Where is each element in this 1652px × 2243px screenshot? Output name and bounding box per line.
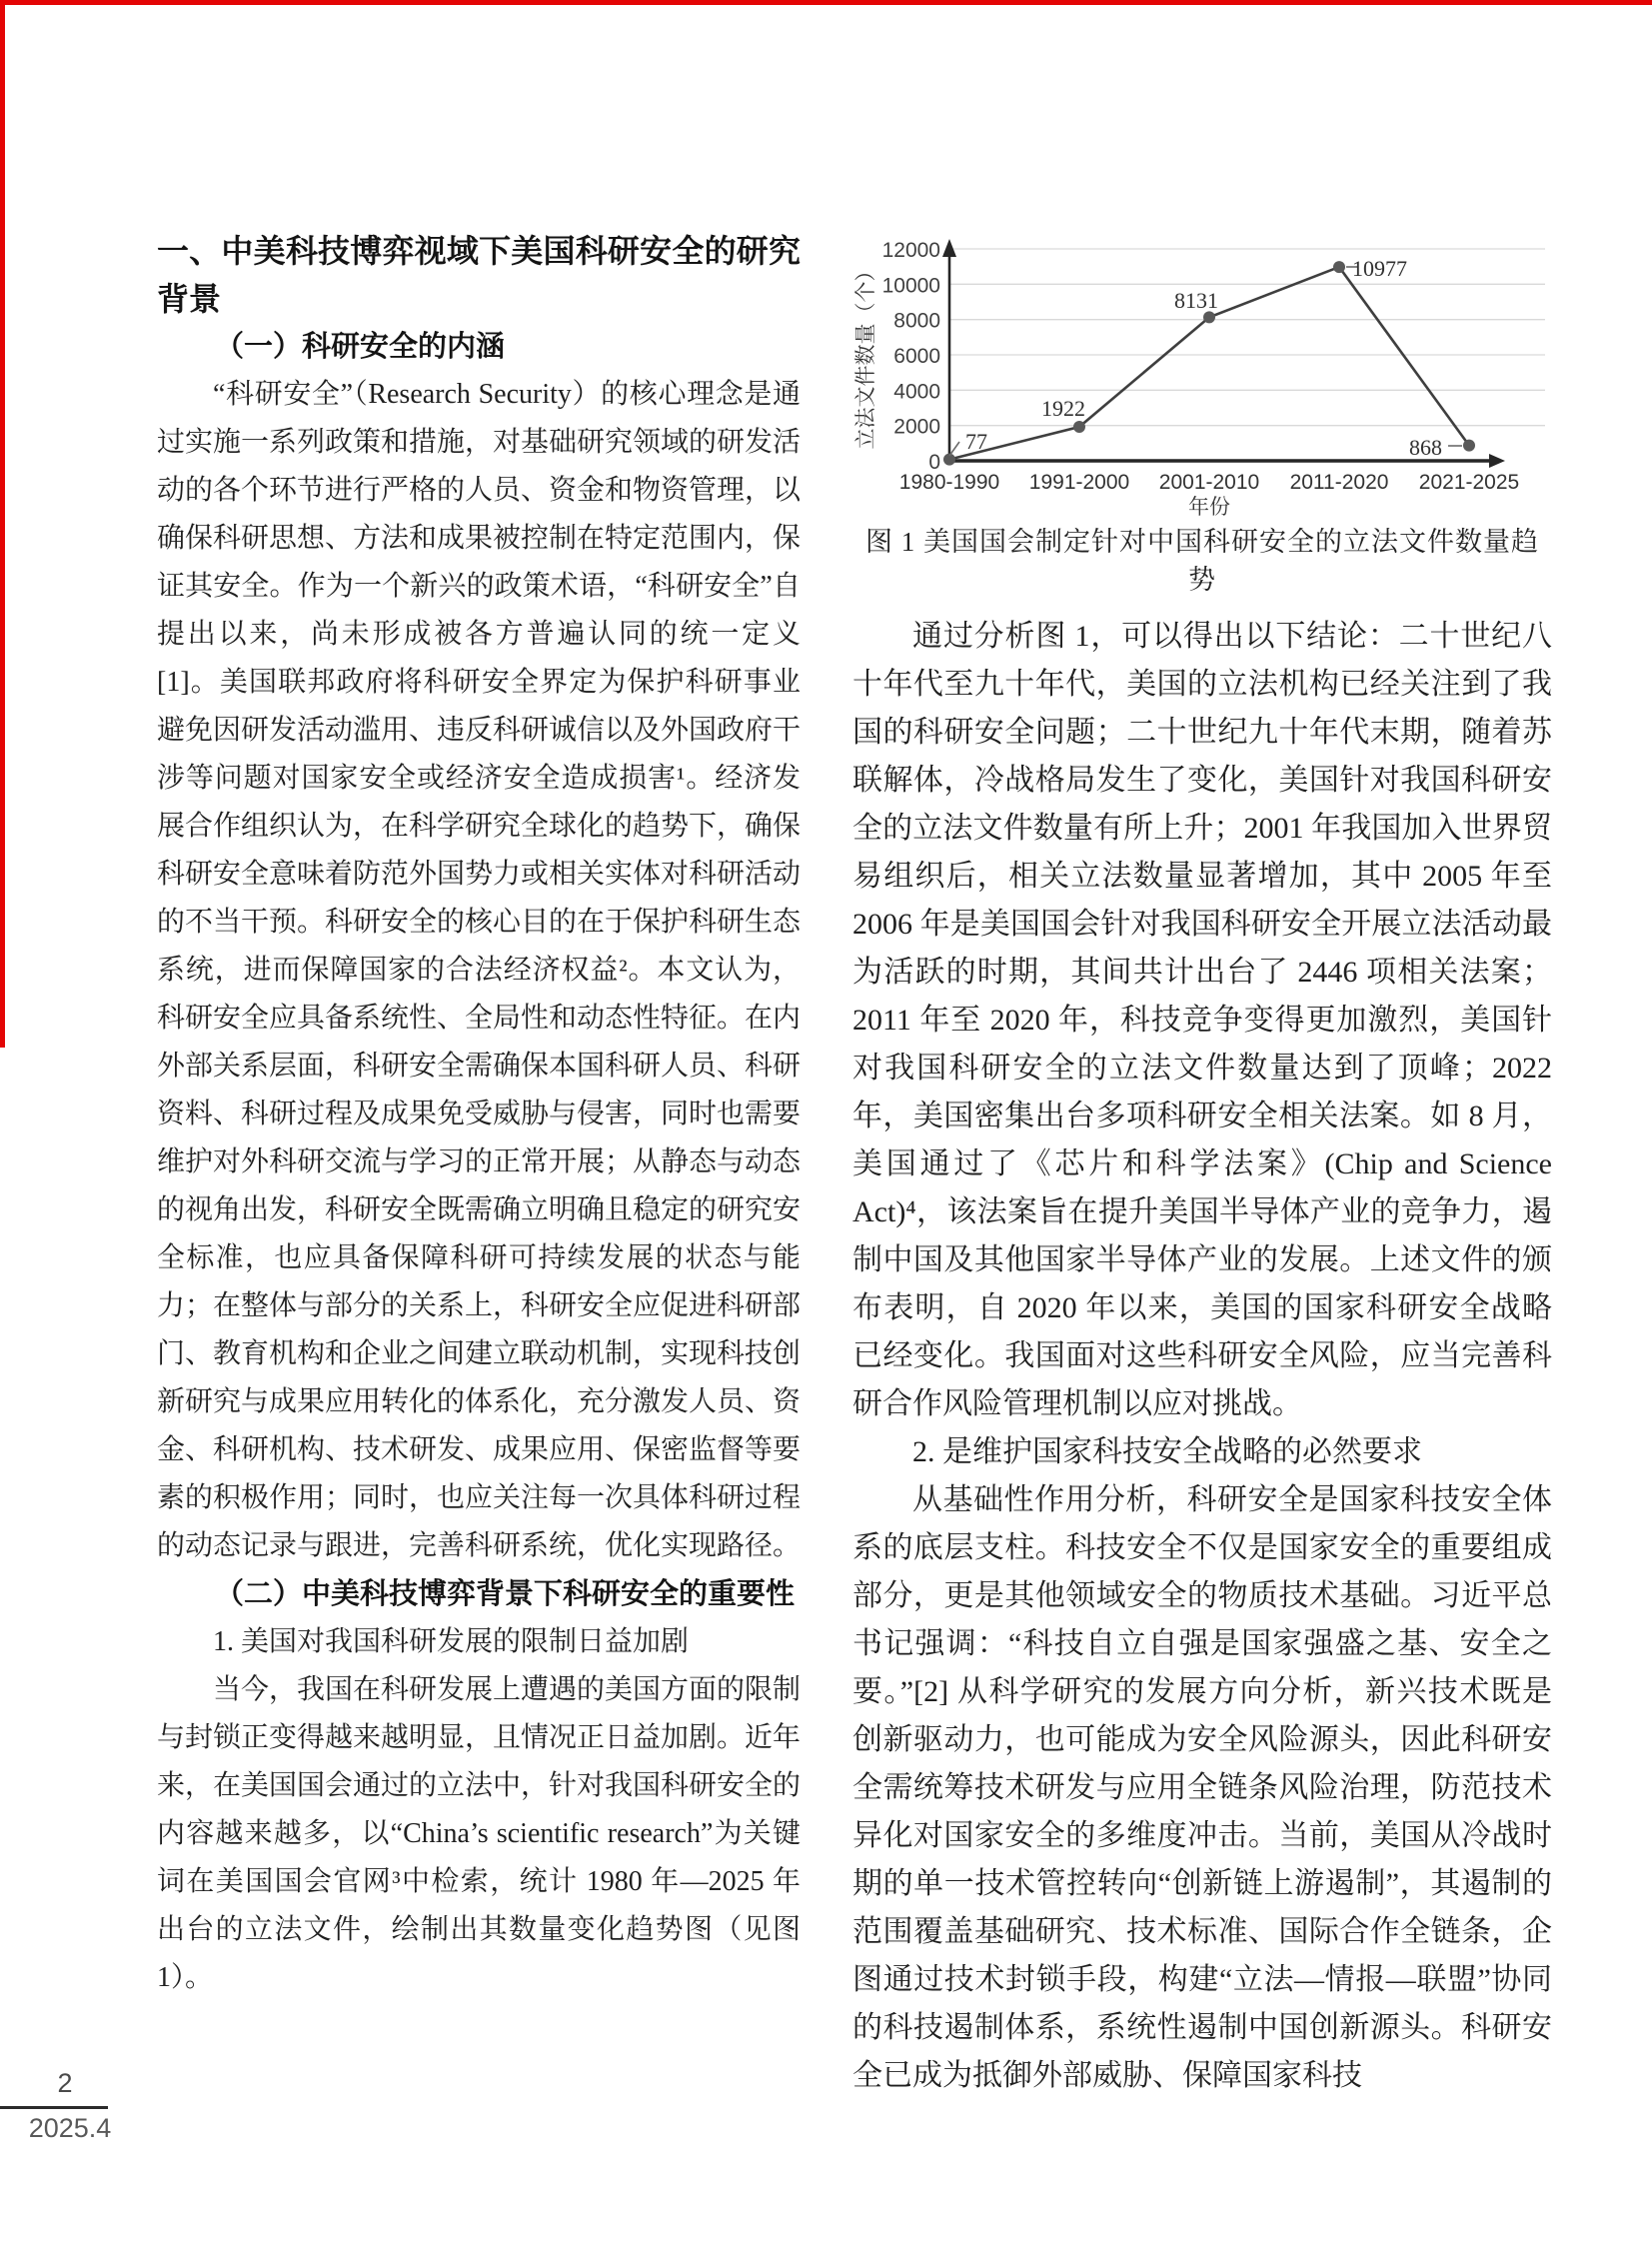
subpoint-2: 2. 是维护国家科技安全战略的必然要求	[912, 1435, 1422, 1468]
right-column	[852, 165, 1552, 2100]
red-top-border	[0, 0, 1652, 5]
svg-text:8000: 8000	[893, 309, 940, 333]
svg-text:77: 77	[965, 429, 987, 454]
article-heading: 一、中美科技博弈视域下美国科研安全的研究背景	[157, 233, 801, 317]
svg-text:12000: 12000	[881, 239, 940, 262]
footer-rule	[0, 2106, 108, 2109]
svg-text:0: 0	[928, 451, 940, 474]
svg-text:2001-2010: 2001-2010	[1158, 471, 1260, 494]
svg-text:1991-2000: 1991-2000	[1028, 471, 1130, 494]
svg-text:4000: 4000	[893, 380, 940, 404]
svg-text:2021-2025: 2021-2025	[1418, 471, 1520, 494]
body-paragraph-1: “科研安全”（Research Security）的核心理念是通过实施一系列政策和措施，对基础研究领域的研发活动的各个环节进行严格的人员、资金和物资管理，以确保科研思想、方法和成果被控制在特定范围内，保证其安全。作为一个新兴的政策术语，“科研安全”自提出以来，尚未形成被各方普遍认同的统一定义[1]。美国联邦政府将科研安全界定为保护科研事业避免因研发活动滥用、违反科研诚信以及外国政府干涉等问题对国家安全或经济安全造成损害¹。经济发展合作组织认为，在科学研究全球化的趋势下，确保科研安全意味着防范外国势力或相关实体对科研活动的不当干预。科研安全的核心目的在于保护科研生态系统，进而保障国家的合法经济权益²。本文认为，科研安全应具备系统性、全局性和动态性特征。在内外部关系层面，科研安全需确保本国科研人员、科研资料、科研过程及成果免受威胁与侵害，同时也需要维护对外科研交流与学习的正常开展；从静态与动态的视角出发，科研安全既需确立明确且稳定的研究安全标准，也应具备保障科研可持续发展的状态与能力；在整体与部分的关系上，科研安全应促进科研部门、教育机构和企业之间建立联动机制，实现科技创新研究与成果应用转化的体系化，充分激发人员、资金、科研机构、技术研发、成果应用、保密监督等要素的积极作用；同时，也应关注每一次具体科研过程的动态记录与跟进，完善科研系统，优化实现路径。	[157, 379, 802, 1561]
section-heading-1: （一）科研安全的内涵	[215, 331, 506, 363]
red-left-border	[0, 0, 5, 1048]
svg-text:6000: 6000	[893, 345, 940, 368]
svg-text:1980-1990: 1980-1990	[898, 471, 1000, 494]
svg-text:立法文件数量（个）: 立法文件数量（个）	[853, 260, 877, 450]
svg-text:868: 868	[1409, 435, 1442, 460]
subpoint-1: 1. 美国对我国科研发展的限制日益加剧	[213, 1626, 690, 1657]
svg-text:10000: 10000	[881, 274, 940, 298]
svg-text:10977: 10977	[1352, 256, 1407, 281]
section-heading-2: （二）中美科技博弈背景下科研安全的重要性	[215, 1578, 796, 1610]
figure-1	[852, 165, 1552, 599]
figure-caption: 图 1 美国国会制定针对中国科研安全的立法文件数量趋势	[865, 527, 1539, 595]
svg-text:2000: 2000	[893, 415, 940, 439]
svg-text:2011-2020: 2011-2020	[1289, 471, 1389, 494]
body-paragraph-3: 通过分析图 1，可以得出以下结论：二十世纪八十年代至九十年代，美国的立法机构已经关注到了我国的科研安全问题；二十世纪九十年代末期，随着苏联解体，冷战格局发生了变化，美国针对我国科研安全的立法文件数量有所上升；2001 年我国加入世界贸易组织后，相关立法数量显著增加，其中 2005 年至 2006 年是美国国会针对我国科研安全开展立法活动最为活跃的时期，其间共计出台了 2446 项相关法案；2011 年至 2020 年，科技竞争变得更加激烈，美国针对我国科研安全的立法文件数量达到了顶峰；2022 年，美国密集出台多项科研安全相关法案。如 8 月，美国通过了《芯片和科学法案》(Chip and Science Act)⁴，该法案旨在提升美国半导体产业的竞争力，遏制中国及其他国家半导体产业的发展。上述文件的颁布表明，自 2020 年以来，美国的国家科研安全战略已经变化。我国面对这些科研安全风险，应当完善科研合作风险管理机制以应对挑战。	[852, 620, 1552, 1420]
figure-chart	[852, 165, 1545, 517]
svg-text:年份: 年份	[1188, 495, 1230, 517]
svg-text:8131: 8131	[1174, 288, 1218, 313]
footer-page-number: 2	[57, 2068, 73, 2098]
footer-issue: 2025.4	[28, 2113, 112, 2143]
body-paragraph-4: 从基础性作用分析，科研安全是国家科技安全体系的底层支柱。科技安全不仅是国家安全的重要组成部分，更是其他领域安全的物质技术基础。习近平总书记强调：“科技自立自强是国家强盛之基、安全之要。”[2] 从科学研究的发展方向分析，新兴技术既是创新驱动力，也可能成为安全风险源头，因此科研安全需统筹技术研发与应用全链条风险治理，防范技术异化对国家安全的多维度冲击。当前，美国从冷战时期的单一技术管控转向“创新链上游遏制”，其遏制的范围覆盖基础研究、技术标准、国际合作全链条，企图通过技术封锁手段，构建“立法—情报—联盟”协同的科技遏制体系，系统性遏制中国创新源头。科研安全已成为抵御外部威胁、保障国家科技	[852, 1483, 1552, 2092]
left-column	[157, 227, 801, 2002]
body-paragraph-2: 当今，我国在科研发展上遭遇的美国方面的限制与封锁正变得越来越明显，且情况正日益加剧。近年来，在美国国会通过的立法中，针对我国科研安全的内容越来越多，以“China’s scientific research”为关键词在美国国会官网³中检索，统计 1980 年—2025 年出台的立法文件，绘制出其数量变化趋势图（见图 1）。	[157, 1674, 802, 1993]
svg-text:1922: 1922	[1041, 396, 1085, 421]
